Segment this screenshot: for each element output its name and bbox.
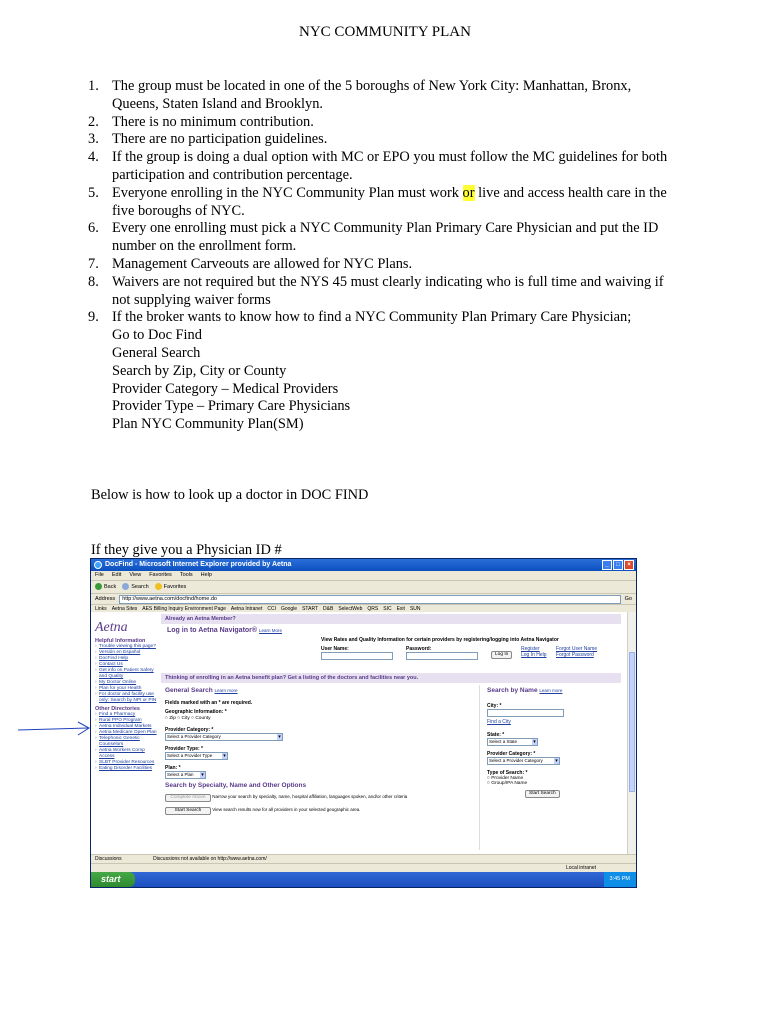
sidebar-link[interactable]: › Plan for your Health — [95, 686, 161, 692]
taskbar — [91, 872, 636, 887]
sidebar-link[interactable]: › SLBT Provider Resources — [95, 760, 161, 766]
link-item[interactable]: CCI — [267, 606, 276, 612]
minimize-button[interactable]: _ — [602, 560, 612, 570]
list-text: If the broker wants to know how to find a NYC Community Plan Primary Care Physician; — [112, 309, 632, 326]
state-label: State: * — [487, 732, 505, 738]
name-learn-link[interactable]: Learn more — [539, 688, 563, 693]
physician-id-heading: If they give you a Physician ID # — [91, 542, 282, 558]
arrow-icon — [16, 720, 96, 740]
link-item[interactable]: AES Billing Inquiry Environment Page — [142, 606, 226, 612]
list-text: The group must be located in one of the 5 boroughs of New York City: Manhattan, Bronx, Queens, Staten Island and Brooklyn. — [112, 78, 632, 112]
login-title: Log in to Aetna Navigator® — [167, 627, 258, 634]
name-search-title-row — [483, 685, 621, 696]
page-title: NYC COMMUNITY PLAN — [299, 24, 471, 40]
list-item — [88, 274, 668, 310]
menu-help[interactable]: Help — [200, 572, 212, 578]
list-text: There are no participation guidelines. — [112, 131, 328, 148]
list-number: 4. — [88, 149, 99, 166]
find-city-link[interactable]: Find a City — [487, 719, 511, 725]
start-search-button[interactable]: Start Search — [165, 807, 211, 815]
menu-file[interactable]: File — [95, 572, 104, 578]
zone-label: Local intranet — [565, 865, 596, 871]
requirements-list — [88, 78, 668, 434]
name-provider-category-label: Provider Category: * — [487, 751, 536, 757]
login-learn-link[interactable]: Learn More — [259, 628, 283, 633]
required-note: Fields marked with an * are required. — [165, 700, 253, 706]
general-learn-link[interactable]: Learn more — [214, 688, 238, 693]
list-text: Every one enrolling must pick a NYC Community Plan Primary Care Physician and put the ID number on the enrollment form. — [112, 220, 659, 255]
start-search-desc: View search results now for all providers in your selected geographic area. — [212, 807, 361, 812]
link-item[interactable]: START — [302, 606, 319, 612]
forgot-username-link[interactable]: Forgot User Name — [556, 646, 598, 652]
status-bar — [91, 863, 636, 872]
list-text: If the group is doing a dual option with MC or EPO you must follow the MC guidelines for both participation and contribution percentage. — [112, 149, 668, 183]
radio-zip-label: Zip — [169, 716, 176, 721]
close-button[interactable]: × — [624, 560, 634, 570]
window-titlebar — [91, 559, 636, 571]
step-line: Provider Category – Medical Providers — [112, 380, 339, 397]
sidebar-link[interactable]: › Telephonic Genetic Counselors — [95, 736, 161, 748]
other-directories-heading: Other Directories — [95, 706, 140, 712]
back-button[interactable] — [95, 581, 116, 593]
highlighted-word: or — [462, 184, 475, 201]
step-line: Plan NYC Community Plan(SM) — [112, 416, 304, 433]
system-tray-clock: 3:45 PM — [604, 872, 636, 887]
username-group — [321, 646, 393, 660]
password-input[interactable] — [406, 652, 478, 660]
list-number: 7. — [88, 255, 99, 272]
discussions-button[interactable]: Discussions — [95, 856, 122, 862]
list-item — [88, 78, 668, 114]
link-item[interactable]: Aetna Intranet — [230, 606, 263, 612]
member-section — [161, 614, 621, 683]
provider-type-select[interactable]: Select a Provider Type ▾ — [165, 752, 228, 760]
radio-city-label: City — [181, 716, 190, 721]
browser-screenshot — [90, 558, 637, 888]
member-bar: Already an Aetna Member? — [161, 614, 621, 624]
favorites-label: Favorites — [163, 584, 187, 590]
discussions-bar — [91, 854, 636, 863]
list-item — [88, 256, 668, 274]
list-number: 2. — [88, 113, 99, 130]
start-search-row — [161, 804, 479, 818]
radio-city[interactable]: ○ City — [177, 716, 190, 721]
radio-provider-name[interactable]: ○ Provider Name — [487, 776, 524, 781]
list-text: Management Carveouts are allowed for NYC Plans. — [112, 255, 413, 272]
discussions-note: Discussions not available on http://www.aetna.com/ — [153, 856, 267, 862]
list-item — [88, 114, 668, 132]
link-item[interactable]: SUN — [409, 606, 421, 612]
sidebar-link[interactable]: › Find a Pharmacy — [95, 712, 161, 718]
start-button[interactable]: start — [91, 872, 135, 887]
sidebar-link[interactable]: › Versión en Español — [95, 650, 161, 656]
login-description: View Rates and Quality Information for certain providers by registering/logging into Aetna Navigator — [321, 637, 559, 643]
helpful-heading: Helpful Information — [95, 638, 146, 644]
radio-provider-name-label: Provider Name — [491, 776, 524, 781]
list-text: Waivers are not required but the NYS 45 must clearly indicating who is full time and waiving if not supplying waiver forms — [112, 273, 664, 308]
sidebar — [91, 612, 161, 854]
list-item — [88, 309, 668, 434]
list-text-post: live and access health care in the five boroughs of NYC. — [112, 184, 667, 219]
sidebar-link[interactable]: › Aetna Medicare Open Plan — [95, 730, 161, 736]
window-title: DocFind - Microsoft Internet Explorer provided by Aetna — [105, 561, 292, 568]
back-label: Back — [104, 584, 117, 590]
complete-above-desc: Narrow your search by specialty, name, hospital affiliation, languages spoken, and/or other criteria — [212, 794, 408, 799]
list-item — [88, 185, 668, 221]
list-number: 3. — [88, 131, 99, 148]
city-label: City: * — [487, 703, 502, 709]
search-label: Search — [131, 584, 149, 590]
provider-type-label: Provider Type: * — [165, 746, 203, 752]
name-search-title: Search by Name — [487, 687, 538, 694]
step-line: Go to Doc Find — [112, 327, 202, 344]
back-icon — [95, 583, 102, 590]
radio-zip[interactable]: ○ Zip — [165, 716, 176, 721]
sidebar-link[interactable]: › Aetna Workers Comp Access — [95, 748, 161, 760]
page-content — [91, 612, 627, 854]
list-text: There is no minimum contribution. — [112, 113, 314, 130]
favorites-button[interactable] — [155, 581, 187, 593]
name-search-panel — [483, 685, 621, 850]
sidebar-link[interactable]: › Aetna Individual Markets — [95, 724, 161, 730]
provider-category-label: Provider Category: * — [165, 727, 214, 733]
login-button[interactable]: Log In — [491, 651, 512, 659]
list-number: 9. — [88, 309, 99, 326]
plan-label: Plan: * — [165, 765, 181, 771]
sidebar-link[interactable]: › Eating Disorder Facilities — [95, 766, 161, 772]
provider-category-select[interactable]: Select a Provider Category ▾ — [165, 733, 283, 741]
type-of-search-label: Type of Search: * — [487, 770, 528, 776]
link-item[interactable]: QRS — [367, 606, 379, 612]
list-number: 1. — [88, 78, 99, 94]
list-item — [88, 131, 668, 149]
vertical-scrollbar[interactable] — [627, 612, 636, 854]
password-label: Password: — [406, 646, 432, 652]
address-label: Address — [95, 596, 116, 602]
complete-above-button[interactable]: Complete Above — [165, 794, 211, 802]
address-input[interactable]: http://www.aetna.com/docfind/home.do — [119, 595, 620, 604]
docfind-intro-text: Below is how to look up a doctor in DOC FIND — [91, 487, 369, 503]
list-text-pre: Everyone enrolling in the NYC Community Plan must work — [112, 184, 463, 201]
state-select[interactable]: Select a State ▾ — [487, 738, 538, 746]
radio-group-name-label: Group/IPA Name — [491, 781, 528, 786]
complete-above-row — [161, 792, 479, 804]
list-item — [88, 220, 668, 256]
list-number: 8. — [88, 273, 99, 290]
name-provider-category-select[interactable]: Select a Provider Category ▾ — [487, 757, 560, 765]
city-input[interactable] — [487, 709, 564, 717]
password-group — [406, 646, 478, 660]
menu-edit[interactable]: Edit — [111, 572, 122, 578]
radio-county-label: County — [195, 716, 211, 721]
username-label: User Name: — [321, 646, 349, 652]
step-line: Search by Zip, City or County — [112, 362, 287, 379]
link-item[interactable]: Aetna Sites — [111, 606, 138, 612]
link-item[interactable]: Exit — [396, 606, 405, 612]
sidebar-link[interactable]: › My Doctor Online — [95, 680, 161, 686]
address-bar — [91, 594, 636, 605]
menu-favorites[interactable]: Favorites — [149, 572, 172, 578]
sidebar-link[interactable]: › For doctor and facility use only: Search by NPI or PIN — [95, 692, 161, 704]
forgot-links — [556, 646, 597, 658]
step-line: Provider Type – Primary Care Physicians — [112, 398, 351, 415]
login-title-row — [161, 624, 621, 637]
specialty-title: Search by Specialty, Name and Other Options — [165, 782, 307, 789]
sidebar-link[interactable]: › Trouble viewing this page? — [95, 644, 161, 650]
general-search-title-row — [161, 685, 479, 696]
register-links — [521, 646, 547, 658]
menu-bar — [91, 571, 636, 581]
toolbar — [91, 581, 636, 594]
search-icon — [122, 583, 129, 590]
menu-tools[interactable]: Tools — [179, 572, 193, 578]
thinking-bar: Thinking of enrolling in an Aetna benefit plan? Get a listing of the doctors and facilities near you. — [161, 673, 621, 683]
scrollbar-thumb[interactable] — [629, 652, 635, 792]
general-search-title: General Search — [165, 687, 213, 694]
search-button[interactable] — [122, 581, 148, 593]
general-search-panel — [161, 685, 480, 850]
sidebar-link[interactable]: › DocFind Help — [95, 656, 161, 662]
login-help-link[interactable]: Log In Help — [521, 652, 547, 658]
register-link[interactable]: Register — [521, 646, 540, 652]
link-item[interactable]: SelectWeb — [338, 606, 363, 612]
sidebar-link[interactable]: › Get info on Patient Safety and Quality — [95, 668, 161, 680]
name-start-search-button[interactable]: Start Search — [525, 790, 560, 798]
star-icon — [155, 583, 162, 590]
ie-icon — [94, 561, 102, 569]
plan-select[interactable]: Select a Plan ▾ — [165, 771, 206, 779]
radio-group-name[interactable]: ○ Group/IPA Name — [487, 781, 528, 786]
sidebar-link[interactable]: › Rural PPO Program — [95, 718, 161, 724]
geo-options — [161, 715, 479, 722]
list-number: 6. — [88, 220, 99, 237]
step-line: General Search — [112, 344, 201, 361]
aetna-logo: Aetna — [95, 620, 128, 635]
geo-label: Geographic Information: * — [165, 709, 227, 715]
menu-view[interactable]: View — [129, 572, 142, 578]
links-label: Links — [95, 606, 107, 612]
maximize-button[interactable]: □ — [613, 560, 623, 570]
list-item — [88, 149, 668, 185]
username-input[interactable] — [321, 652, 393, 660]
login-form — [161, 643, 621, 669]
sidebar-link[interactable]: › Contact Us — [95, 662, 161, 668]
link-item[interactable]: D&B — [323, 606, 334, 612]
forgot-password-link[interactable]: Forgot Password — [556, 652, 594, 658]
go-button[interactable]: Go — [624, 596, 632, 602]
radio-county[interactable]: ○ County — [191, 716, 211, 721]
link-item[interactable]: SIC — [383, 606, 392, 612]
list-number: 5. — [88, 184, 99, 201]
link-item[interactable]: Google — [280, 606, 298, 612]
